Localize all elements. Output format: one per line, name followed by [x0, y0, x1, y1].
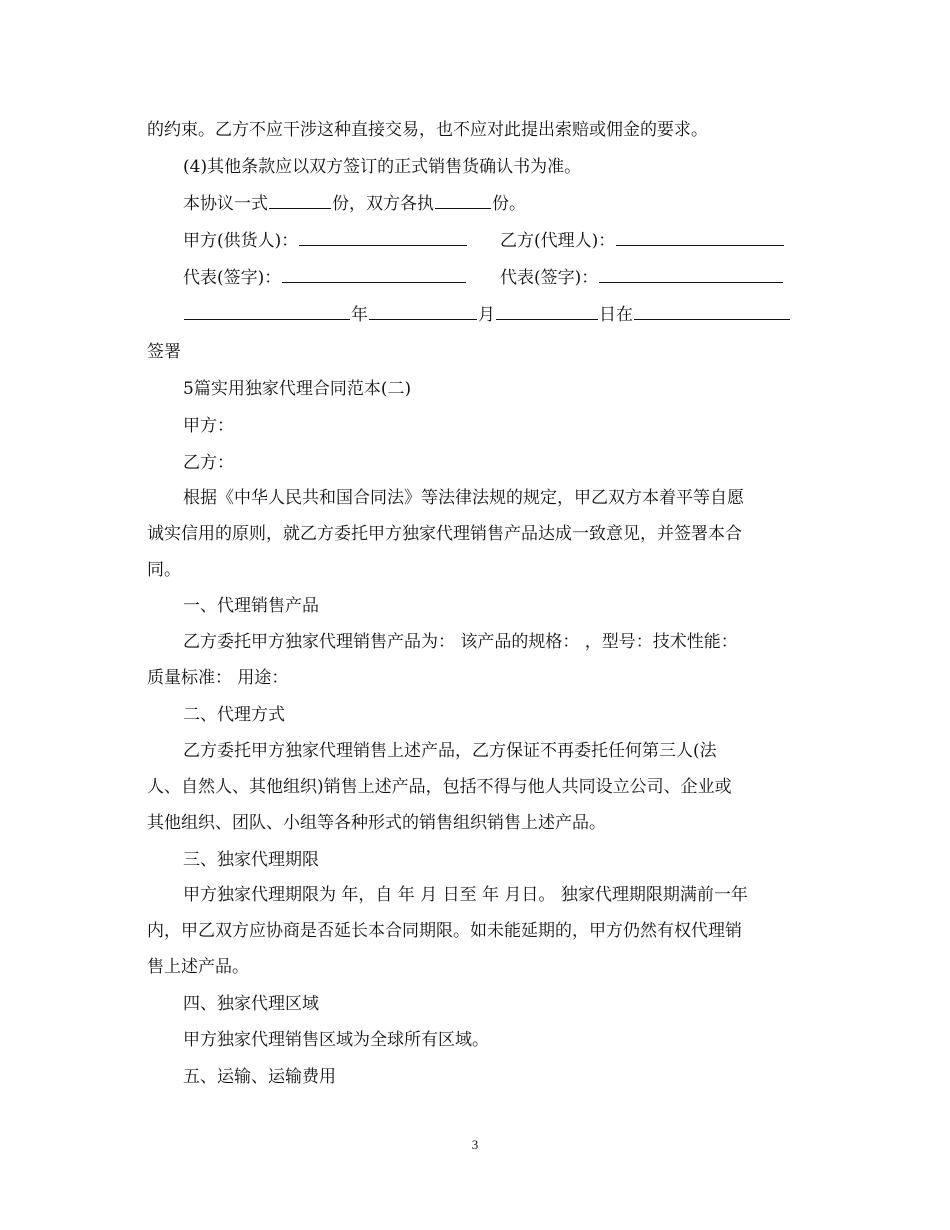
text-line: 其他组织、团队、小组等各种形式的销售组织销售上述产品。	[147, 813, 606, 833]
rep-a-signature	[183, 266, 467, 290]
text-line: 乙方委托甲方独家代理销售上述产品，乙方保证不再委托任何第三人(法	[183, 741, 717, 761]
blank-field	[599, 266, 783, 283]
copies-clause-part: 份，双方各执	[332, 194, 434, 214]
party-b-signature	[500, 229, 785, 253]
text-line: 内，甲乙双方应协商是否延长本合同期限。如未能延期的，甲方仍然有权代理销	[147, 921, 742, 941]
blank-field	[616, 229, 784, 246]
clause-heading: 五、运输、运输费用	[183, 1067, 336, 1087]
party-b-heading: 乙方：	[183, 453, 234, 473]
blank-field	[184, 303, 350, 320]
text-line: 根据《中华人民共和国合同法》等法律法规的规定，甲乙双方本着平等自愿	[183, 488, 744, 508]
blank-field	[269, 192, 331, 209]
text-line: 人、自然人、其他组织)销售上述产品，包括不得与他人共同设立公司、企业或	[147, 777, 732, 797]
year-label: 年	[351, 305, 368, 325]
text-line: 诚实信用的原则，就乙方委托甲方独家代理销售产品达成一致意见，并签署本合	[147, 524, 742, 544]
copies-clause-part: 份。	[492, 194, 526, 214]
text-line: 的约束。乙方不应干涉这种直接交易，也不应对此提出索赔或佣金的要求。	[147, 120, 708, 140]
blank-field	[435, 192, 491, 209]
party-b-label: 乙方(代理人)：	[500, 231, 616, 251]
text-line: 乙方委托甲方独家代理销售产品为： 该产品的规格： ，型号：技术性能：	[183, 632, 738, 652]
blank-field	[369, 303, 477, 320]
section-title: 5篇实用独家代理合同范本(二)	[183, 379, 412, 399]
copies-clause	[183, 192, 807, 216]
clause-heading: 二、代理方式	[183, 705, 285, 725]
month-label: 月	[478, 305, 495, 325]
text-line: 甲方独家代理销售区域为全球所有区域。	[183, 1030, 489, 1050]
clause-heading: 三、独家代理期限	[183, 850, 319, 870]
clause-heading: 四、独家代理区域	[183, 994, 319, 1014]
party-a-heading: 甲方：	[183, 416, 234, 436]
blank-field	[299, 229, 467, 246]
day-at-label: 日在	[599, 305, 633, 325]
blank-field	[496, 303, 598, 320]
party-a-signature	[183, 229, 468, 253]
text-line: 质量标准： 用途：	[147, 668, 289, 688]
copies-clause-part: 本协议一式	[183, 194, 268, 214]
text-line: 售上述产品。	[147, 957, 249, 977]
blank-field	[634, 303, 790, 320]
rep-b-label: 代表(签字)：	[500, 268, 599, 288]
text-line: 签署	[147, 342, 181, 362]
text-line: 甲方独家代理期限为 年，自 年 月 日至 年 月日。 独家代理期限期满前一年	[183, 885, 748, 905]
page-number: 3	[471, 1137, 479, 1152]
text-line: 同。	[147, 560, 181, 580]
text-line: (4)其他条款应以双方签订的正式销售货确认书为准。	[183, 157, 582, 177]
rep-a-label: 代表(签字)：	[183, 268, 282, 288]
party-a-label: 甲方(供货人)：	[183, 231, 299, 251]
signature-date-row	[183, 303, 807, 327]
rep-b-signature	[500, 266, 784, 290]
blank-field	[282, 266, 466, 283]
clause-heading: 一、代理销售产品	[183, 596, 319, 616]
